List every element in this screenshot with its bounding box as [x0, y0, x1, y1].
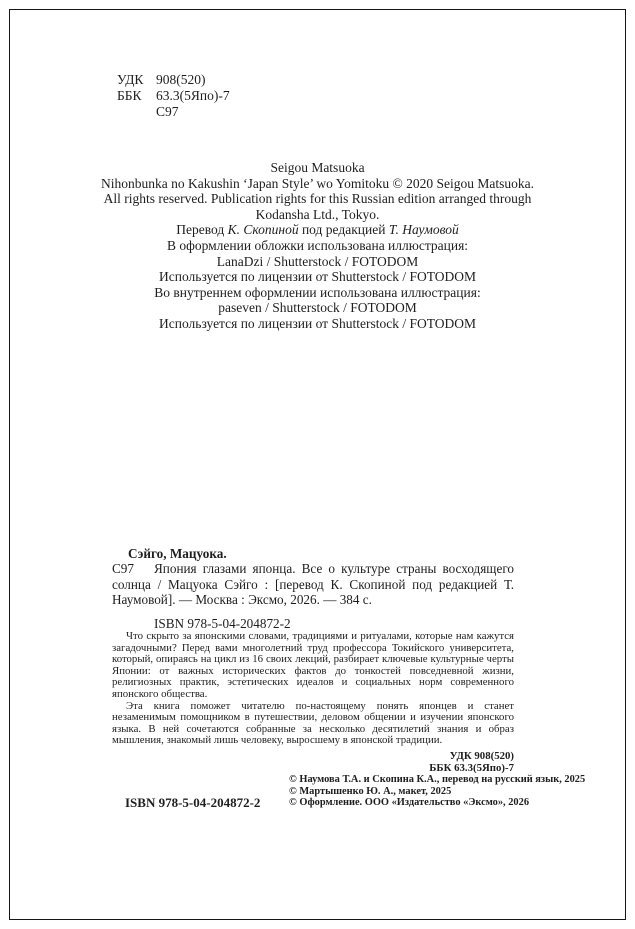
cover-credit-line-1: В оформлении обложки использована иллюстрация:	[166, 237, 469, 253]
cip-code-top: С97	[156, 104, 179, 119]
cip-description: Япония глазами японца. Все о культуре страны восходящего солнца / Мацуока Сэйго : [перевод К. Скопиной под редакцией Т. Наумовой]. — Москва : Эксмо, 2026. — 384 с.	[112, 561, 514, 608]
interior-illustration-credit	[0, 285, 635, 332]
udk-row	[117, 72, 230, 88]
translation-prefix: Перевод	[176, 222, 225, 238]
annotation-paragraph-1: Что скрыто за японскими словами, традициями и ритуалами, которые нам кажутся загадочными? Перед вами многолетний труд профессора Токийского университета, который, опираясь на цикл из 16 своих лекций, разбирает ключевые культурные черты Японии: от важных исторических фактов до тонкостей повседневной жизни, религиозных практик, эстетических идеалов и социальных норм современного японского общества.	[112, 630, 514, 700]
copyright-line-3: © Оформление. ООО «Издательство «Эксмо», 2026	[289, 797, 530, 809]
udk-bbk-block	[117, 72, 230, 120]
rights-line-2: All rights reserved. Publication rights for this Russian edition arranged through	[103, 191, 532, 207]
bbk-value: 63.3(5Япо)-7	[156, 88, 230, 103]
translation-middle: под редакцией	[301, 222, 386, 238]
cip-code: С97	[112, 561, 134, 577]
cip-code-row	[117, 104, 230, 120]
translator-name: К. Скопиной	[227, 222, 299, 238]
annotation-bbk: ББК 63.3(5Япо)-7	[429, 762, 514, 775]
copyright-line-1: © Наумова Т.А. и Скопина К.А., перевод на русский язык, 2025	[289, 774, 586, 785]
copyright-line-2: © Мартышенко Ю. А., макет, 2025	[289, 785, 452, 797]
udk-value: 908(520)	[156, 72, 206, 87]
interior-credit-line-1: Во внутреннем оформлении использована иллюстрация:	[154, 284, 481, 300]
annotation-block	[112, 631, 514, 775]
footer-copyrights	[289, 774, 585, 809]
annotation-codes	[112, 750, 514, 775]
udk-label: УДК	[117, 72, 144, 87]
bbk-label: ББК	[117, 88, 142, 103]
footer-isbn: ISBN 978-5-04-204872-2	[125, 795, 261, 810]
cip-block	[112, 546, 514, 631]
original-author: Seigou Matsuoka	[270, 160, 365, 175]
bbk-row	[117, 88, 230, 104]
cover-credit-line-3: Используется по лицензии от Shutterstock / FOTODOM	[159, 269, 476, 285]
annotation-paragraph-2: Эта книга поможет читателю по-настоящему понять японцев и станет незаменимым помощником в путешествии, деловом общении и изучении японского языка. В ней сочетаются собранные за несколько десятилетий знания и образ мышления, знакомый лишь человеку, выросшему в японской традиции.	[112, 699, 514, 747]
cip-heading: Сэйго, Мацуока.	[128, 546, 227, 561]
rights-line-3: Kodansha Ltd., Tokyo.	[255, 206, 380, 222]
cip-entry	[112, 561, 514, 607]
original-rights	[0, 176, 635, 223]
cip-isbn: ISBN 978-5-04-204872-2	[154, 615, 291, 631]
interior-credit-line-2: paseven / Shutterstock / FOTODOM	[218, 300, 417, 316]
interior-credit-line-3: Используется по лицензии от Shutterstock / FOTODOM	[159, 315, 476, 331]
annotation-udk: УДК 908(520)	[449, 749, 514, 762]
center-credits-section	[0, 160, 635, 332]
cover-credit-line-2: LanaDzi / Shutterstock / FOTODOM	[216, 253, 419, 269]
translation-credit	[0, 222, 635, 238]
rights-line-1: Nihonbunka no Kakushin ‘Japan Style’ wo Yomitoku © 2020 Seigou Matsuoka.	[101, 175, 534, 191]
cover-illustration-credit	[0, 238, 635, 285]
editor-name: Т. Наумовой	[388, 222, 459, 238]
